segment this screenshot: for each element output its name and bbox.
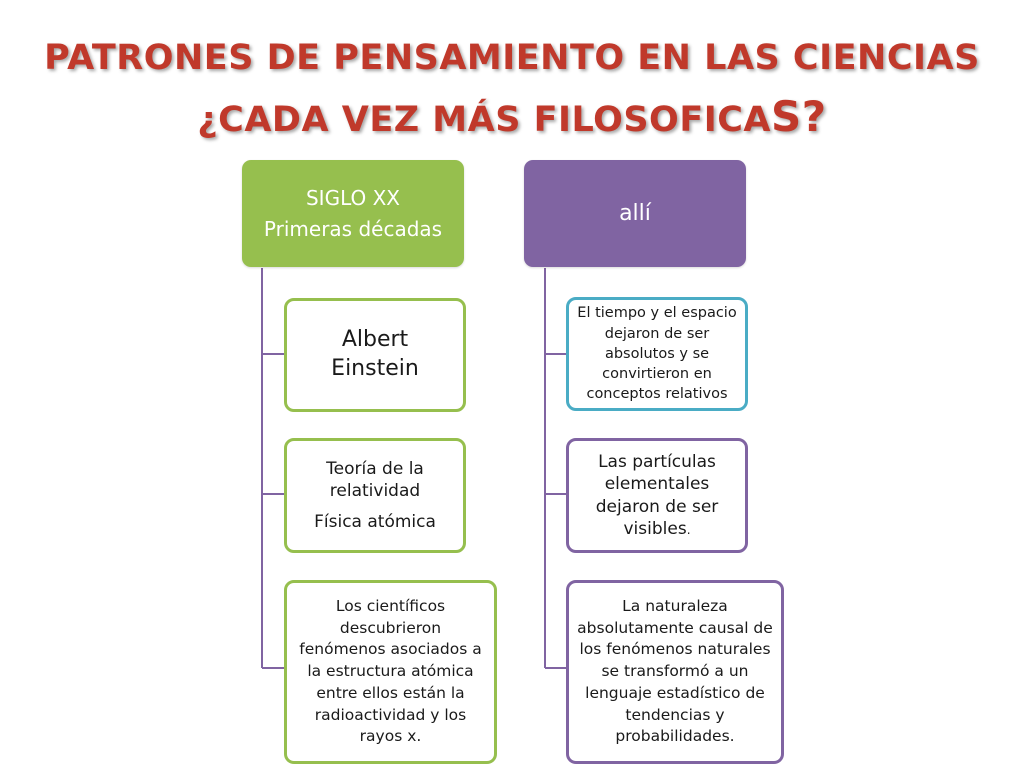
right-box-nature [566, 580, 784, 764]
page-title-line2-main: ¿CADA VEZ MÁS FILOSOFICA [197, 100, 772, 140]
right-header-box [524, 160, 746, 267]
left-box-scientists-text: Los científicos descubrieron fenómenos asociados a la estructura atómica entre ellos están la radioactividad y los rayos x. [299, 597, 482, 746]
right-header-text: allí [619, 201, 651, 226]
right-box-particles-text [581, 451, 733, 539]
right-box-time-space-text: El tiempo y el espacio dejaron de ser absolutos y se convirtieron en conceptos relativos [577, 305, 737, 403]
left-box-theory-line2: Física atómica [314, 511, 436, 532]
page-title-line2-end: S? [771, 92, 827, 141]
right-box-particles-period: . [686, 522, 691, 537]
right-box-particles [566, 438, 748, 553]
left-box-theory-line1: Teoría de la relatividad [326, 459, 424, 502]
left-box-theory [284, 438, 466, 553]
left-box-einstein-text: Albert Einstein [331, 327, 419, 381]
right-box-particles-main: Las partículas elementales dejaron de ser visibles [595, 452, 719, 539]
left-box-einstein [284, 298, 466, 412]
right-box-time-space [566, 297, 748, 411]
left-header-line1: SIGLO XX [305, 185, 401, 210]
left-header-line2: Primeras décadas [263, 216, 443, 241]
left-box-scientists [284, 580, 497, 764]
page-title-line1: PATRONES DE PENSAMIENTO EN LAS CIENCIAS [44, 38, 980, 78]
right-box-nature-text: La naturaleza absolutamente causal de los fenómenos naturales se transformó a un lenguaje estadístico de tendencias y probabilidades. [577, 597, 773, 746]
left-header-box [242, 160, 464, 267]
